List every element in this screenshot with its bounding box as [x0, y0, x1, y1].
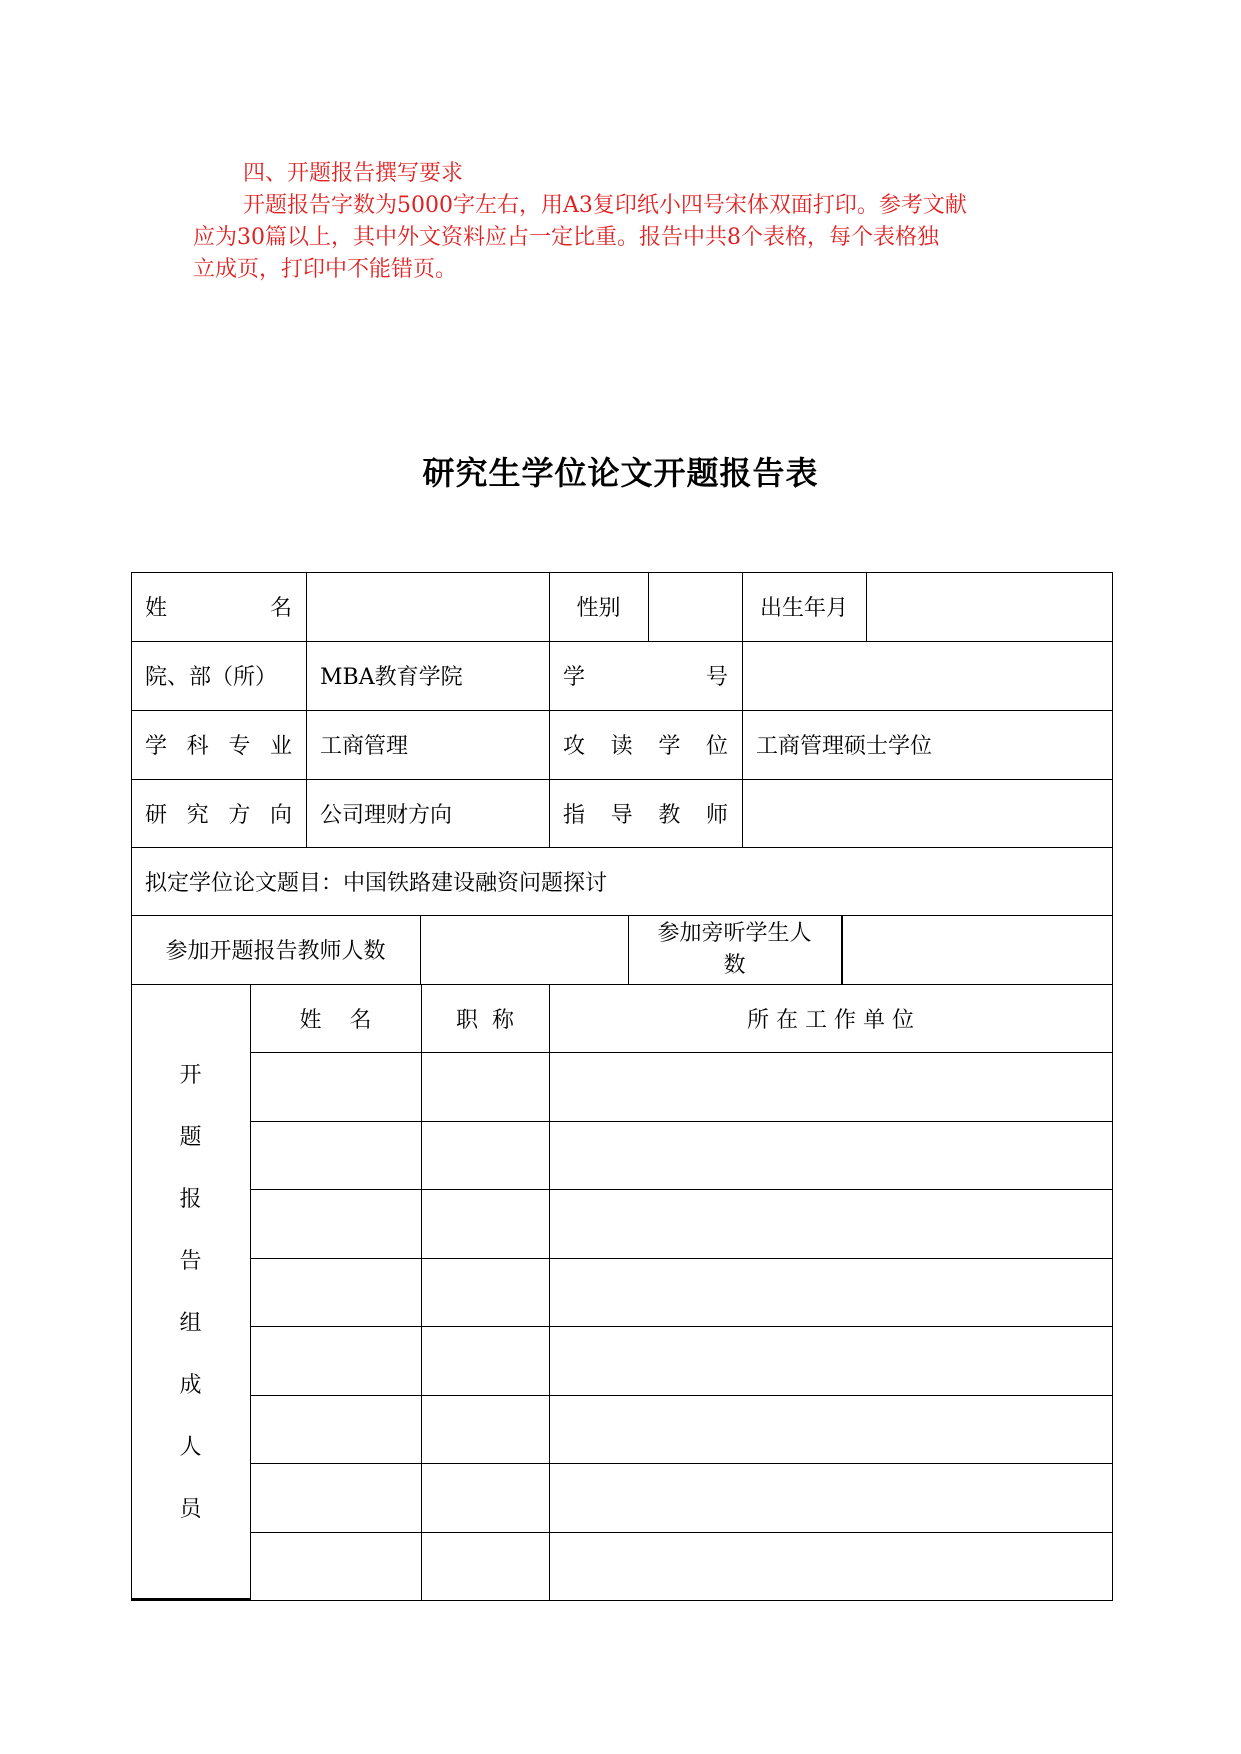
gender-field[interactable]	[648, 572, 742, 641]
name-field[interactable]	[306, 572, 549, 641]
major-label: 学 科 专 业	[145, 734, 292, 759]
requirements-line: 应为30篇以上，其中外文资料应占一定比重。报告中共8个表格，每个表格独	[193, 225, 939, 250]
major-field[interactable]: 工商管理	[320, 734, 409, 759]
requirements-line: 开题报告字数为5000字左右，用A3复印纸小四号宋体双面打印。参考文献	[243, 193, 967, 218]
committee-title-cell[interactable]	[421, 1532, 549, 1600]
committee-title-cell[interactable]	[421, 1395, 549, 1463]
committee-title-cell[interactable]	[421, 1189, 549, 1258]
committee-title-cell[interactable]	[421, 1326, 549, 1395]
committee-header-unit: 所 在 工 作 单 位	[747, 1007, 914, 1033]
page-title: 研究生学位论文开题报告表	[422, 454, 819, 492]
committee-unit-cell[interactable]	[549, 1189, 1112, 1258]
birth-field[interactable]	[866, 572, 1112, 641]
teacher-count-label: 参加开题报告教师人数	[165, 939, 386, 964]
committee-title-cell[interactable]	[421, 1258, 549, 1326]
committee-name-cell[interactable]	[250, 1532, 421, 1600]
committee-title-cell[interactable]	[421, 1463, 549, 1532]
committee-header-title: 职 称	[456, 1007, 514, 1033]
committee-name-cell[interactable]	[250, 1326, 421, 1395]
committee-unit-cell[interactable]	[549, 1532, 1112, 1600]
committee-header-name: 姓 名	[299, 1007, 372, 1033]
audit-count-field[interactable]	[843, 915, 1112, 984]
dept-label: 院、部（所）	[145, 665, 278, 690]
student-id-label: 学 号	[563, 665, 728, 690]
gender-label: 性别	[576, 596, 621, 621]
degree-field[interactable]: 工商管理硕士学位	[756, 734, 933, 759]
committee-title-cell[interactable]	[421, 1052, 549, 1121]
committee-unit-cell[interactable]	[549, 1326, 1112, 1395]
requirements-heading: 四、开题报告撰写要求	[243, 161, 464, 186]
advisor-label: 指 导 教 师	[563, 802, 728, 828]
report-form-table	[131, 572, 1113, 1601]
teacher-count-field[interactable]	[420, 915, 628, 984]
committee-name-cell[interactable]	[250, 1463, 421, 1532]
committee-unit-cell[interactable]	[549, 1258, 1112, 1326]
committee-title-cell[interactable]	[421, 1121, 549, 1189]
name-label: 姓 名	[145, 596, 292, 621]
direction-label: 研 究 方 向	[145, 802, 292, 828]
dept-field[interactable]: MBA教育学院	[320, 665, 463, 690]
committee-side-label: 开 题 报 告 组 成 人 员	[179, 1062, 202, 1522]
requirements-line: 立成页，打印中不能错页。	[193, 257, 458, 282]
committee-unit-cell[interactable]	[549, 1052, 1112, 1121]
student-id-field[interactable]	[742, 641, 1112, 710]
direction-field[interactable]: 公司理财方向	[320, 802, 453, 828]
thesis-topic[interactable]: 拟定学位论文题目：中国铁路建设融资问题探讨	[145, 870, 608, 896]
committee-unit-cell[interactable]	[549, 1395, 1112, 1463]
writing-requirements	[193, 158, 1063, 286]
audit-count-label: 参加旁听学生人 数	[657, 920, 812, 978]
birth-label: 出生年月	[759, 596, 848, 621]
committee-name-cell[interactable]	[250, 1121, 421, 1189]
committee-name-cell[interactable]	[250, 1052, 421, 1121]
committee-name-cell[interactable]	[250, 1395, 421, 1463]
committee-name-cell[interactable]	[250, 1189, 421, 1258]
committee-unit-cell[interactable]	[549, 1463, 1112, 1532]
committee-unit-cell[interactable]	[549, 1121, 1112, 1189]
advisor-field[interactable]	[742, 779, 1112, 847]
degree-label: 攻 读 学 位	[563, 734, 728, 759]
committee-name-cell[interactable]	[250, 1258, 421, 1326]
